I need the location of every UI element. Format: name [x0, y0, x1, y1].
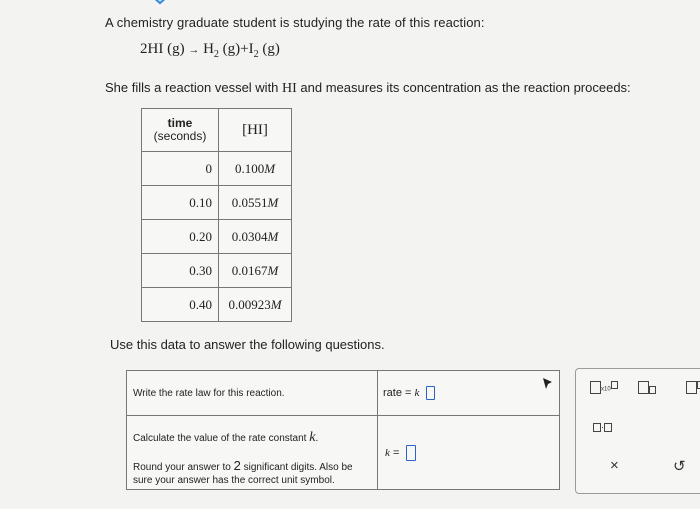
rate-law-input[interactable]	[426, 386, 435, 400]
time-column-header: time (seconds)	[142, 109, 219, 152]
table-row	[142, 254, 292, 288]
scientific-notation-button[interactable]: x10	[590, 381, 618, 394]
time-cell: 0.30	[142, 254, 219, 288]
subscript-button[interactable]	[638, 381, 656, 394]
table-row	[142, 220, 292, 254]
rate-law-answer: rate = k	[383, 386, 435, 400]
time-cell: 0.20	[142, 220, 219, 254]
rate-constant-input[interactable]	[406, 445, 416, 461]
table-row	[142, 288, 292, 322]
reaction-equation: 2HI $(g) \to H_2$ $(g)+I_2$ (g)	[140, 41, 280, 60]
math-toolbox	[575, 368, 700, 494]
time-cell: 0.10	[142, 186, 219, 220]
rate-law-prompt: Write the rate law for this reaction.	[133, 388, 285, 399]
use-data-instruction: Use this data to answer the following questions.	[110, 337, 385, 352]
table-row	[142, 152, 292, 186]
concentration-cell: 0.0304M	[219, 220, 292, 254]
rate-constant-prompt: Calculate the value of the rate constant k.	[133, 430, 319, 445]
clear-button[interactable]: ×	[610, 457, 619, 474]
table-row	[142, 186, 292, 220]
question-fills-text: She fills a reaction vessel with HI and measures its concentration as the reaction proceeds:	[105, 80, 631, 96]
concentration-cell: 0.0551M	[219, 186, 292, 220]
chevron-down-icon[interactable]	[149, 0, 171, 8]
answer-box-divider-vertical	[377, 371, 378, 489]
rounding-instruction: Round your answer to 2 significant digits. Also be sure your answer has the correct unit symbol.	[133, 458, 353, 486]
table-header-row	[142, 109, 292, 152]
time-cell: 0.40	[142, 288, 219, 322]
superscript-button[interactable]	[686, 381, 700, 394]
concentration-cell: 0.00923M	[219, 288, 292, 322]
mouse-cursor-icon	[540, 377, 554, 391]
multiply-dot-button[interactable]: ·	[593, 422, 612, 432]
time-cell: 0	[142, 152, 219, 186]
concentration-table	[141, 108, 292, 322]
rate-constant-answer: k =	[385, 445, 416, 461]
answer-box-divider-horizontal	[127, 415, 559, 416]
concentration-cell: 0.100M	[219, 152, 292, 186]
question-intro: A chemistry graduate student is studying the rate of this reaction:	[105, 15, 485, 30]
hi-column-header: [HI]	[219, 109, 292, 152]
undo-button[interactable]: ↺	[673, 458, 686, 475]
concentration-cell: 0.0167M	[219, 254, 292, 288]
answer-box	[126, 370, 560, 490]
